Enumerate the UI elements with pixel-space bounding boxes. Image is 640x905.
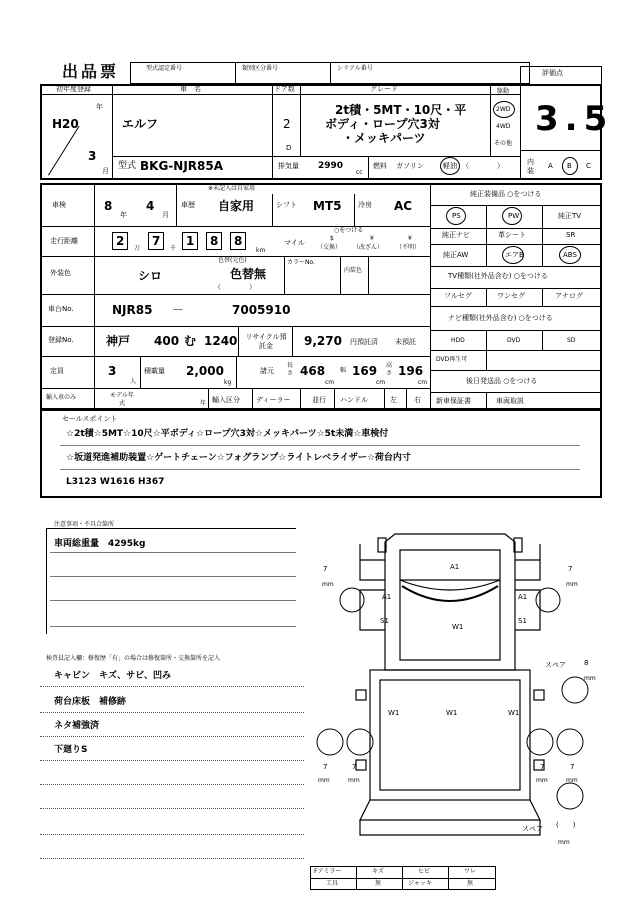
repaint-paren: （ ） <box>214 283 256 291</box>
interior-label: 内装 <box>527 158 534 175</box>
unknown-yen: ¥ <box>408 235 412 242</box>
color-no-label: カラーNo. <box>287 259 315 266</box>
diag-a1-left: A1 <box>382 593 392 601</box>
exch-label: （交換） <box>317 244 342 251</box>
equip-ps: PS <box>452 212 461 220</box>
legend-tools-val: 無 <box>375 880 382 887</box>
inspector-line1: キャビン キズ、サビ、凹み <box>54 671 172 681</box>
model-label: 型式 <box>118 161 137 171</box>
drive-2wd-circle <box>493 101 515 118</box>
unknown-label: （不明） <box>396 244 421 251</box>
mile-label: マイル <box>284 239 305 247</box>
year-unit: 年 <box>96 103 103 111</box>
legend-crack: ヒビ <box>418 868 431 875</box>
notes-line1: 車両総重量 4295kg <box>54 539 146 549</box>
legend-jack-val: 無 <box>467 880 474 887</box>
mileage-d3: 1 <box>186 234 195 248</box>
wid-label: 幅 <box>340 367 347 374</box>
mileage-km: km <box>256 247 266 254</box>
len-cm: cm <box>325 379 335 386</box>
mileage-label: 走行距離 <box>50 237 78 245</box>
width: 169 <box>352 364 378 378</box>
history: 自家用 <box>218 199 255 213</box>
inspection-month: 4 <box>146 199 155 213</box>
height: 196 <box>398 364 424 378</box>
plate-kana: む <box>184 334 197 348</box>
tread-rr1-mm: mm <box>536 777 548 784</box>
first-reg-year: H20 <box>52 117 79 131</box>
repaint-label: 色替(元色) <box>218 257 247 264</box>
equip-leather: 革シート <box>498 231 526 239</box>
grade-label: グレード <box>370 85 398 93</box>
capacity: 3 <box>108 364 117 378</box>
mileage-d4: 8 <box>210 234 219 248</box>
equip-pw: PW <box>508 212 520 220</box>
spare2-label: スペア <box>522 825 543 833</box>
drive-2wd: 2WD <box>496 106 511 113</box>
legend-mirror: Fアミラー <box>314 868 342 875</box>
legend-break: ワレ <box>464 868 477 875</box>
after-title: 後日発送品 ○をつける <box>466 377 538 385</box>
door-unit: D <box>286 144 292 152</box>
equip-airbag: エアB <box>505 251 524 259</box>
equip-tv: 純正TV <box>558 212 582 220</box>
plate-label: 登録No. <box>48 336 74 344</box>
shift-label: シフト <box>276 201 297 209</box>
navi-dvd: DVD <box>507 337 521 344</box>
after-warranty: 新車保証書 <box>436 397 471 405</box>
dim-label: 諸元 <box>260 367 274 375</box>
disp-label: 排気量 <box>278 162 299 170</box>
first-reg-month: 3 <box>88 149 97 163</box>
circle-note: ○をつける <box>334 227 364 234</box>
model: BKG-NJR85A <box>140 159 224 173</box>
car-name: エルフ <box>122 117 159 131</box>
diag-s1-right: S1 <box>518 617 527 625</box>
tread-fr: 7 <box>568 565 573 573</box>
inspector-line4: 下廻りS <box>54 745 88 755</box>
diag-a1-right: A1 <box>518 593 528 601</box>
diag-w1-right: W1 <box>508 709 520 717</box>
tread-rl2: 7 <box>352 763 357 771</box>
model-cert-label: 型式認定番号 <box>146 65 183 72</box>
fuel-other: （ ） <box>462 162 504 170</box>
recycle-unpaid: 未預託 <box>395 338 416 346</box>
handle-right: 右 <box>414 396 421 404</box>
mileage-man: 万 <box>134 245 141 252</box>
equip-pw-circle <box>502 207 522 225</box>
fuel-gasoline: ガソリン <box>396 162 424 170</box>
equip-navi: 純正ナビ <box>442 231 470 239</box>
drive-other: その他 <box>494 140 513 147</box>
recycle-label: リサイクル預託金 <box>245 333 287 350</box>
tv-oneseg: ワンセグ <box>497 292 525 300</box>
notes-label: 注意事項・不具合箇所 <box>54 521 115 528</box>
capacity-person: 人 <box>130 378 137 385</box>
grade-line3: ・メッキパーツ <box>342 131 426 145</box>
car-name-label: 車 名 <box>180 85 201 93</box>
inspector-label: 検査員記入欄：修復歴「有」の場合は修復箇所・交換箇所を記入 <box>46 655 221 662</box>
repaint: 色替無 <box>230 267 267 281</box>
mileage-d1: 2 <box>116 234 125 248</box>
navi-sd: SD <box>567 337 576 344</box>
import-div-label: 輸入区分 <box>212 396 240 404</box>
grade-line2: ボディ・ロープ穴3対 <box>325 117 440 131</box>
wid-cm: cm <box>376 379 386 386</box>
sheet-title: 出品票 <box>62 62 120 81</box>
interior-b-circle <box>562 157 578 175</box>
equip-ps-circle <box>446 207 466 225</box>
diag-w1-center: W1 <box>446 709 458 717</box>
after-manual: 車両取説 <box>496 397 524 405</box>
hgt-cm: cm <box>418 379 428 386</box>
navi-title: ナビ種類(社外品含む) ○をつける <box>448 314 553 322</box>
ac: AC <box>394 199 413 213</box>
fuel-diesel: 軽油 <box>443 162 457 170</box>
equip-sr: SR <box>566 231 576 239</box>
exterior: シロ <box>138 269 163 283</box>
interior-c: C <box>586 162 591 170</box>
fuel-label: 燃料 <box>373 162 387 170</box>
recycle: 9,270 <box>304 334 342 348</box>
tv-title: TV種類(社外品含む) ○をつける <box>448 272 548 280</box>
serial-label: シリアル番号 <box>337 65 373 72</box>
load-label: 積載量 <box>144 367 165 375</box>
legend-jack: ジャッキ <box>408 880 432 887</box>
rating-score: 3.5 <box>535 99 614 139</box>
tread-rl1: 7 <box>323 763 328 771</box>
exch-dollar: $ <box>330 235 334 242</box>
length: 468 <box>300 364 326 378</box>
equip-abs: ABS <box>563 251 577 259</box>
plate-no: 1240 <box>204 334 238 348</box>
chassis-dash: － <box>172 303 185 317</box>
tv-fullseg: フルセグ <box>444 292 472 300</box>
recycle-paid: 円預託済 <box>350 338 378 346</box>
displacement: 2990 <box>318 161 344 171</box>
sales-line3: L3123 W1616 H367 <box>66 477 165 487</box>
tread-rr2-mm: mm <box>566 777 578 784</box>
change-yen: ¥ <box>370 235 374 242</box>
tread-fr-mm: mm <box>566 581 578 588</box>
month-unit: 月 <box>102 167 109 175</box>
equip-airbag-circle <box>502 246 524 264</box>
equip-aw: 純正AW <box>443 251 469 259</box>
interior-b: B <box>567 162 572 170</box>
hgt-label: 高さ <box>386 362 393 377</box>
drive-label: 駆動 <box>497 88 510 95</box>
spare2-bracket: ( ) <box>556 821 576 829</box>
equip-abs-circle <box>559 246 581 264</box>
change-label: （改ざん） <box>353 244 384 251</box>
exterior-label: 外装色 <box>50 269 71 277</box>
fuel-diesel-circle <box>440 157 460 175</box>
history-note: ※未記入は自家用 <box>208 185 256 192</box>
chassis-model: NJR85 <box>112 303 153 317</box>
diag-w1-left: W1 <box>388 709 400 717</box>
doors: 2 <box>283 117 291 131</box>
chassis-no: 7005910 <box>232 303 291 317</box>
spare-label: スペア <box>545 661 566 669</box>
spare2-mm: mm <box>558 839 570 846</box>
inspection-tsuki: 月 <box>162 211 169 219</box>
tv-analog: アナログ <box>555 292 583 300</box>
grade-line1: 2t積・5MT・10尺・平 <box>335 103 467 117</box>
diag-s1-left: S1 <box>380 617 389 625</box>
doors-label: ドア数 <box>274 85 295 93</box>
class-label: 類別区分番号 <box>242 65 279 72</box>
inspection-label: 車検 <box>52 201 66 209</box>
sales-line2: ☆坂道発進補助装置☆ゲートチェーン☆フォグランプ☆ライトレベライザー☆荷台内寸 <box>66 453 411 463</box>
spare-mm: mm <box>584 675 596 682</box>
model-year-label: モデル年式 <box>110 392 134 407</box>
header-rating-label: 評価点 <box>542 69 563 77</box>
history-label: 車歴 <box>181 201 195 209</box>
sales-label: セールスポイント <box>62 415 118 423</box>
mileage-d5: 8 <box>234 234 243 248</box>
cc-unit: cc <box>356 169 363 176</box>
interior-a: A <box>548 162 553 170</box>
import-label: 輸入車のみ <box>46 394 77 401</box>
load-kg: kg <box>224 379 232 386</box>
model-year-suffix: 年 <box>200 400 207 407</box>
load: 2,000 <box>186 364 224 378</box>
plate-class: 400 <box>154 334 180 348</box>
spare-value: 8 <box>584 659 589 667</box>
parallel: 並行 <box>312 396 326 404</box>
tread-fl-mm: mm <box>322 581 334 588</box>
diag-w1-cab: W1 <box>452 623 464 631</box>
plate-area: 神戸 <box>106 334 131 348</box>
mileage-d2: 7 <box>152 234 161 248</box>
shift: MT5 <box>313 199 342 213</box>
chassis-label: 車台No. <box>48 305 74 313</box>
inspection-year: 8 <box>104 199 113 213</box>
tread-rl2-mm: mm <box>348 777 360 784</box>
len-label: 長さ <box>287 362 294 377</box>
legend-tools: 工具 <box>326 880 339 887</box>
tread-rl1-mm: mm <box>318 777 330 784</box>
tread-rr1: 7 <box>540 763 545 771</box>
dealer: ディーラー <box>256 396 291 404</box>
tread-rr2: 7 <box>570 763 575 771</box>
reg-label: 初年度登録 <box>56 85 91 93</box>
navi-hdd: HDD <box>451 337 465 344</box>
mileage-sen: 千 <box>170 245 177 252</box>
dvd-play: DVD再生可 <box>436 356 468 363</box>
int-color-label: 内装色 <box>344 267 363 274</box>
inspector-line2: 荷台床板 補修跡 <box>54 697 127 707</box>
sales-line1: ☆2t積☆5MT☆10尺☆平ボディ☆ロープ穴3対☆メッキパーツ☆5t未満☆車検付 <box>66 429 389 439</box>
legend-scratch: キズ <box>372 868 384 875</box>
diag-a1-top: A1 <box>450 563 460 571</box>
tread-fl: 7 <box>323 565 328 573</box>
ac-label: 冷房 <box>358 201 372 209</box>
inspector-line3: ネタ補強済 <box>54 721 100 731</box>
genuine-title: 純正装備品 ○をつける <box>470 190 542 198</box>
capacity-label: 定員 <box>50 367 64 375</box>
drive-4wd: 4WD <box>496 123 511 130</box>
inspection-nen: 年 <box>120 211 127 219</box>
handle-left: 左 <box>390 396 397 404</box>
handle-label: ハンドル <box>340 396 368 404</box>
